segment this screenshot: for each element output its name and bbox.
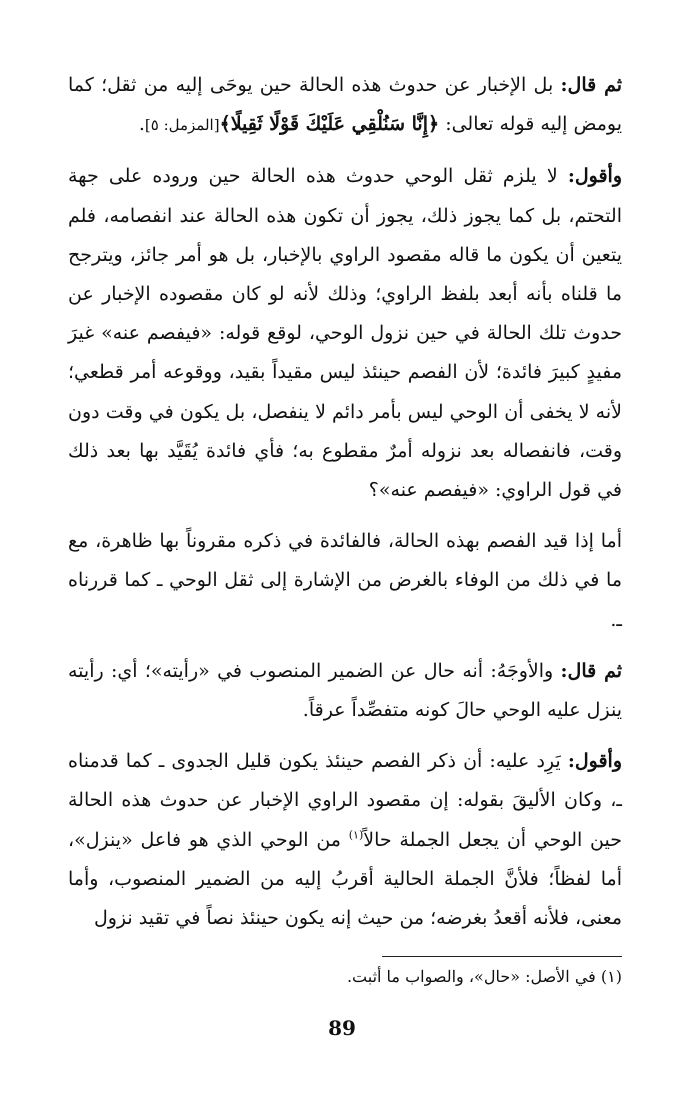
paragraph-lead: وأقول: [567,165,622,188]
footnote-text: في الأصل: «حال»، والصواب ما أثبت. [346,967,596,986]
paragraph-lead: ثم قال: [560,659,622,682]
paragraph-1 [68,66,622,145]
paragraph-2 [68,157,622,510]
footnote-reference: (١) [348,828,364,842]
paragraph-text: أما إذا قيد الفصم بهذه الحالة، فالفائدة في ذكره مقروناً بها ظاهرة، مع ما في ذلك من الوفاء بالغرض من الإشارة إلى ثقل الوحي ـ كما قررناه ـ. [68,530,622,631]
paragraph-3 [68,522,622,640]
paragraph-text-end: من الوحي الذي هو فاعل «ينزل»، أما لفظاً؛ فلأنَّ الجملة الحالية أقربُ إليه من الضمير المنصوب، وأما معنى، فلأنه أقعدُ بغرضه؛ من حيث إنه يكون حينئذ نصاً في تقيد نزول [68,828,622,930]
verse-reference: [المزمل: ٥] [144,116,220,135]
paragraph-text: يَرِد عليه: أن ذكر الفصم حينئذ يكون قليل الجدوى ـ كما قدمناه ـ، وكان الأليقَ بقوله: إن مقصود الراوي الإخبار عن حدوث هذه الحالة حين الوحي أن يجعل الجملة حالاً [68,750,622,851]
quran-verse: ﴿إِنَّا سَنُلْقِي عَلَيْكَ قَوْلًا ثَقِيلًا﴾ [219,113,440,136]
paragraph-4 [68,652,622,730]
paragraph-text: لا يلزم ثقل الوحي حدوث هذه الحالة حين وروده على جهة التحتم، بل كما يجوز ذلك، يجوز أن تكون هذه الحالة عند انفصامه، فلم يتعين أن يكون ما قاله مقصود الراوي بالإخبار، بل هو أمر جائز، ويترجح ما قلناه بأنه أبعد بلفظ الراوي؛ وذلك لأنه لو كان مقصوده الإخبار عن حدوث تلك الحالة في حين نزول الوحي، لوقع قوله: «فيفصم عنه» غيرَ مفيدٍ كبيرَ فائدة؛ لأن الفصم حينئذ ليس مقيداً بقيد، ووقوعه أمر قطعي؛ لأنه لا يخفى أن الوحي ليس بأمر دائم لا ينفصل، بل يكون في وقت دون وقت، فانفصاله بعد نزوله أمرٌ مقطوع به؛ فأي فائدة يُقَيَّد بها بعد ذلك في قول الراوي: «فيفصم عنه»؟ [68,165,622,502]
page-number: 89 [328,1016,356,1040]
paragraph-lead: وأقول: [567,750,622,773]
footnote-number: (١) [600,967,622,986]
paragraph-text: والأوجَهُ: أنه حال عن الضمير المنصوب في «رأيته»؛ أي: رأيته ينزل عليه الوحي حالَ كونه متفصِّداً عرقاً. [68,659,622,722]
paragraph-lead: ثم قال: [560,74,622,96]
footnote-divider [382,956,622,957]
main-text [68,66,622,938]
footnote [68,963,622,991]
paragraph-5 [68,742,622,938]
paragraph-text-end: . [138,113,145,136]
paragraph-text: بل الإخبار عن حدوث هذه الحالة حين يوحَى إليه من ثقل؛ كما يومض إليه قوله تعالى: [68,74,622,136]
